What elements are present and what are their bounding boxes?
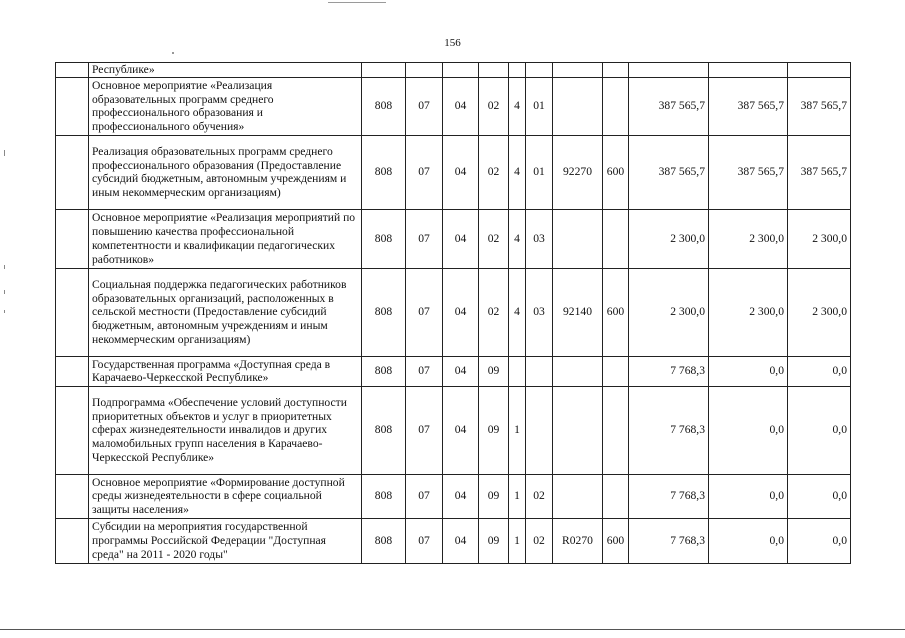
expense-name-cell: Государственная программа «Доступная среда в Карачаево-Черкесской Республике» [89, 356, 362, 386]
amount-year2-cell: 0,0 [709, 474, 788, 518]
amount-year3-cell: 2 300,0 [788, 268, 851, 356]
event-code-cell: 01 [526, 135, 553, 209]
subprogram-code-cell: 1 [509, 474, 526, 518]
ministry-code-cell: 808 [362, 268, 406, 356]
table-cell-empty [56, 135, 89, 209]
amount-year2-cell: 0,0 [709, 518, 788, 563]
section-code-cell: 07 [406, 135, 443, 209]
amount-year3-cell: 2 300,0 [788, 209, 851, 268]
expense-name-cell: Основное мероприятие «Реализация образовательных программ среднего профессионального образования и профессионального обучения» [89, 77, 362, 135]
expense-name-cell: Основное мероприятие «Реализация мероприятий по повышению качества профессиональной компетентности и квалификации педагогических работников» [89, 209, 362, 268]
table-row [56, 386, 851, 474]
section-code-cell: 07 [406, 518, 443, 563]
amount-year1-cell: 387 565,7 [629, 77, 709, 135]
subsection-code-cell: 04 [443, 356, 479, 386]
subsection-code-cell: 04 [443, 518, 479, 563]
subprogram-code-cell: 4 [509, 135, 526, 209]
table-row [56, 474, 851, 518]
subprogram-code-cell: 4 [509, 209, 526, 268]
event-code-cell: 03 [526, 268, 553, 356]
table-row [56, 135, 851, 209]
expense-name-cell: Республике» [89, 63, 362, 78]
table-row [56, 268, 851, 356]
target-code-cell: 92270 [553, 135, 603, 209]
event-code-cell: 02 [526, 518, 553, 563]
amount-year3-cell: 0,0 [788, 386, 851, 474]
table-cell-empty [56, 268, 89, 356]
scan-edge-mark [4, 290, 5, 294]
subsection-code-cell: 04 [443, 474, 479, 518]
program-code-cell: 09 [479, 356, 509, 386]
expense-type-cell: 600 [603, 268, 629, 356]
amount-year3-cell: 387 565,7 [788, 77, 851, 135]
target-code-cell [553, 356, 603, 386]
amount-year3-cell: 0,0 [788, 356, 851, 386]
table-cell-empty [56, 386, 89, 474]
table-cell-empty [56, 209, 89, 268]
table-row [56, 209, 851, 268]
scan-edge-mark [4, 265, 5, 269]
target-code-cell [553, 209, 603, 268]
section-code-cell: 07 [406, 209, 443, 268]
scan-top-mark [328, 2, 386, 3]
expense-type-cell [603, 356, 629, 386]
ministry-code-cell: 808 [362, 474, 406, 518]
ministry-code-cell [362, 63, 406, 78]
subsection-code-cell: 04 [443, 77, 479, 135]
event-code-cell: 02 [526, 474, 553, 518]
section-code-cell: 07 [406, 474, 443, 518]
amount-year1-cell [629, 63, 709, 78]
amount-year2-cell: 2 300,0 [709, 209, 788, 268]
target-code-cell [553, 386, 603, 474]
expense-name-cell: Основное мероприятие «Формирование доступной среды жизнедеятельности в сфере социальной защиты населения» [89, 474, 362, 518]
amount-year1-cell: 2 300,0 [629, 209, 709, 268]
amount-year2-cell [709, 63, 788, 78]
program-code-cell: 09 [479, 386, 509, 474]
amount-year3-cell [788, 63, 851, 78]
expense-type-cell [603, 77, 629, 135]
program-code-cell: 09 [479, 474, 509, 518]
expense-name-cell: Реализация образовательных программ среднего профессионального образования (Предоставление субсидий бюджетным, автономным учреждениям и иным некоммерческим организациям) [89, 135, 362, 209]
table-cell-empty [56, 63, 89, 78]
expense-type-cell: 600 [603, 135, 629, 209]
event-code-cell [526, 386, 553, 474]
amount-year2-cell: 0,0 [709, 356, 788, 386]
amount-year2-cell: 0,0 [709, 386, 788, 474]
target-code-cell [553, 63, 603, 78]
amount-year3-cell: 0,0 [788, 474, 851, 518]
program-code-cell: 02 [479, 209, 509, 268]
budget-table [55, 62, 851, 564]
program-code-cell [479, 63, 509, 78]
event-code-cell [526, 356, 553, 386]
target-code-cell [553, 77, 603, 135]
table-cell-empty [56, 77, 89, 135]
program-code-cell: 02 [479, 135, 509, 209]
amount-year3-cell: 0,0 [788, 518, 851, 563]
expense-name-cell: Социальная поддержка педагогических работников образовательных организаций, расположенных в сельской местности (Предоставление субсидий бюджетным, автономным учреждениям и иным некоммерческим организациям) [89, 268, 362, 356]
amount-year2-cell: 387 565,7 [709, 135, 788, 209]
subsection-code-cell [443, 63, 479, 78]
program-code-cell: 09 [479, 518, 509, 563]
page-number: 156 [444, 37, 461, 49]
ministry-code-cell: 808 [362, 518, 406, 563]
subprogram-code-cell: 4 [509, 77, 526, 135]
amount-year1-cell: 7 768,3 [629, 386, 709, 474]
subprogram-code-cell: 1 [509, 518, 526, 563]
event-code-cell: 01 [526, 77, 553, 135]
table-row [56, 63, 851, 78]
table-row [56, 356, 851, 386]
section-code-cell: 07 [406, 268, 443, 356]
target-code-cell: 92140 [553, 268, 603, 356]
ministry-code-cell: 808 [362, 77, 406, 135]
amount-year1-cell: 7 768,3 [629, 518, 709, 563]
amount-year1-cell: 387 565,7 [629, 135, 709, 209]
scan-bottom-line [0, 629, 905, 630]
target-code-cell: R0270 [553, 518, 603, 563]
table-cell-empty [56, 356, 89, 386]
program-code-cell: 02 [479, 268, 509, 356]
amount-year1-cell: 7 768,3 [629, 356, 709, 386]
scan-edge-mark [4, 150, 5, 156]
subprogram-code-cell: 1 [509, 386, 526, 474]
budget-table-body [56, 63, 851, 564]
amount-year1-cell: 2 300,0 [629, 268, 709, 356]
table-cell-empty [56, 518, 89, 563]
ministry-code-cell: 808 [362, 356, 406, 386]
amount-year2-cell: 387 565,7 [709, 77, 788, 135]
amount-year1-cell: 7 768,3 [629, 474, 709, 518]
amount-year2-cell: 2 300,0 [709, 268, 788, 356]
target-code-cell [553, 474, 603, 518]
event-code-cell [526, 63, 553, 78]
table-cell-empty [56, 474, 89, 518]
expense-type-cell [603, 474, 629, 518]
ministry-code-cell: 808 [362, 386, 406, 474]
section-code-cell [406, 63, 443, 78]
section-code-cell: 07 [406, 77, 443, 135]
section-code-cell: 07 [406, 386, 443, 474]
ministry-code-cell: 808 [362, 209, 406, 268]
expense-type-cell: 600 [603, 518, 629, 563]
subprogram-code-cell: 4 [509, 268, 526, 356]
expense-name-cell: Субсидии на мероприятия государственной программы Российской Федерации "Доступная среда" на 2011 - 2020 годы" [89, 518, 362, 563]
subsection-code-cell: 04 [443, 209, 479, 268]
expense-type-cell [603, 63, 629, 78]
subsection-code-cell: 04 [443, 386, 479, 474]
table-row [56, 77, 851, 135]
event-code-cell: 03 [526, 209, 553, 268]
subsection-code-cell: 04 [443, 135, 479, 209]
table-row [56, 518, 851, 563]
section-code-cell: 07 [406, 356, 443, 386]
expense-type-cell [603, 386, 629, 474]
subprogram-code-cell [509, 356, 526, 386]
amount-year3-cell: 387 565,7 [788, 135, 851, 209]
expense-type-cell [603, 209, 629, 268]
subsection-code-cell: 04 [443, 268, 479, 356]
expense-name-cell: Подпрограмма «Обеспечение условий доступности приоритетных объектов и услуг в приоритетных сферах жизнедеятельности инвалидов и других маломобильных групп населения в Карачаево-Черкесской Республике» [89, 386, 362, 474]
program-code-cell: 02 [479, 77, 509, 135]
scan-dot [172, 52, 174, 54]
scan-edge-mark [4, 310, 5, 313]
ministry-code-cell: 808 [362, 135, 406, 209]
subprogram-code-cell [509, 63, 526, 78]
